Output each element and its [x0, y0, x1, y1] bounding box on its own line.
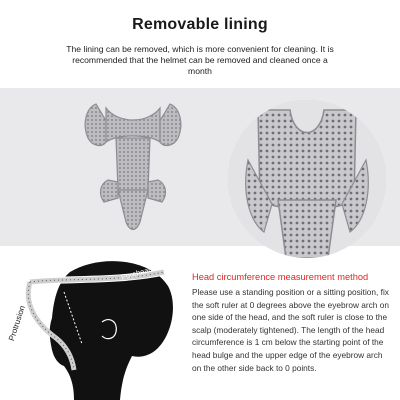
measurement-title: Head circumference measurement method — [192, 272, 369, 282]
lining-description-line-3: month — [188, 66, 212, 76]
lining-description — [60, 44, 340, 77]
lining-closeup-image — [228, 100, 386, 258]
protrusion-label: Protrusion — [7, 304, 27, 342]
lining-description-line-1: The lining can be removed, which is more convenient for cleaning. It is — [66, 44, 334, 54]
lining-description-line-2: recommended that the helmet can be removed and cleaned once a — [72, 55, 328, 65]
helmet-lining-pad-image — [78, 94, 188, 244]
head-measurement-section — [0, 252, 400, 400]
lining-detail-zoom — [228, 100, 386, 258]
head-measurement-illustration — [0, 252, 190, 400]
forehead-label: Forehead hair root — [120, 256, 182, 282]
measurement-instructions: Please use a standing position or a sitting position, fix the soft ruler at 0 degrees above the eyebrow arch on one side of the head, and the soft ruler is close to the scalp (moderately tightened). The length of the head circumference is 1 cm below the starting point of the head bulge and the upper edge of the eyebrow arch on the other side back to 0 points. — [192, 287, 389, 373]
section-title: Removable lining — [132, 16, 268, 33]
